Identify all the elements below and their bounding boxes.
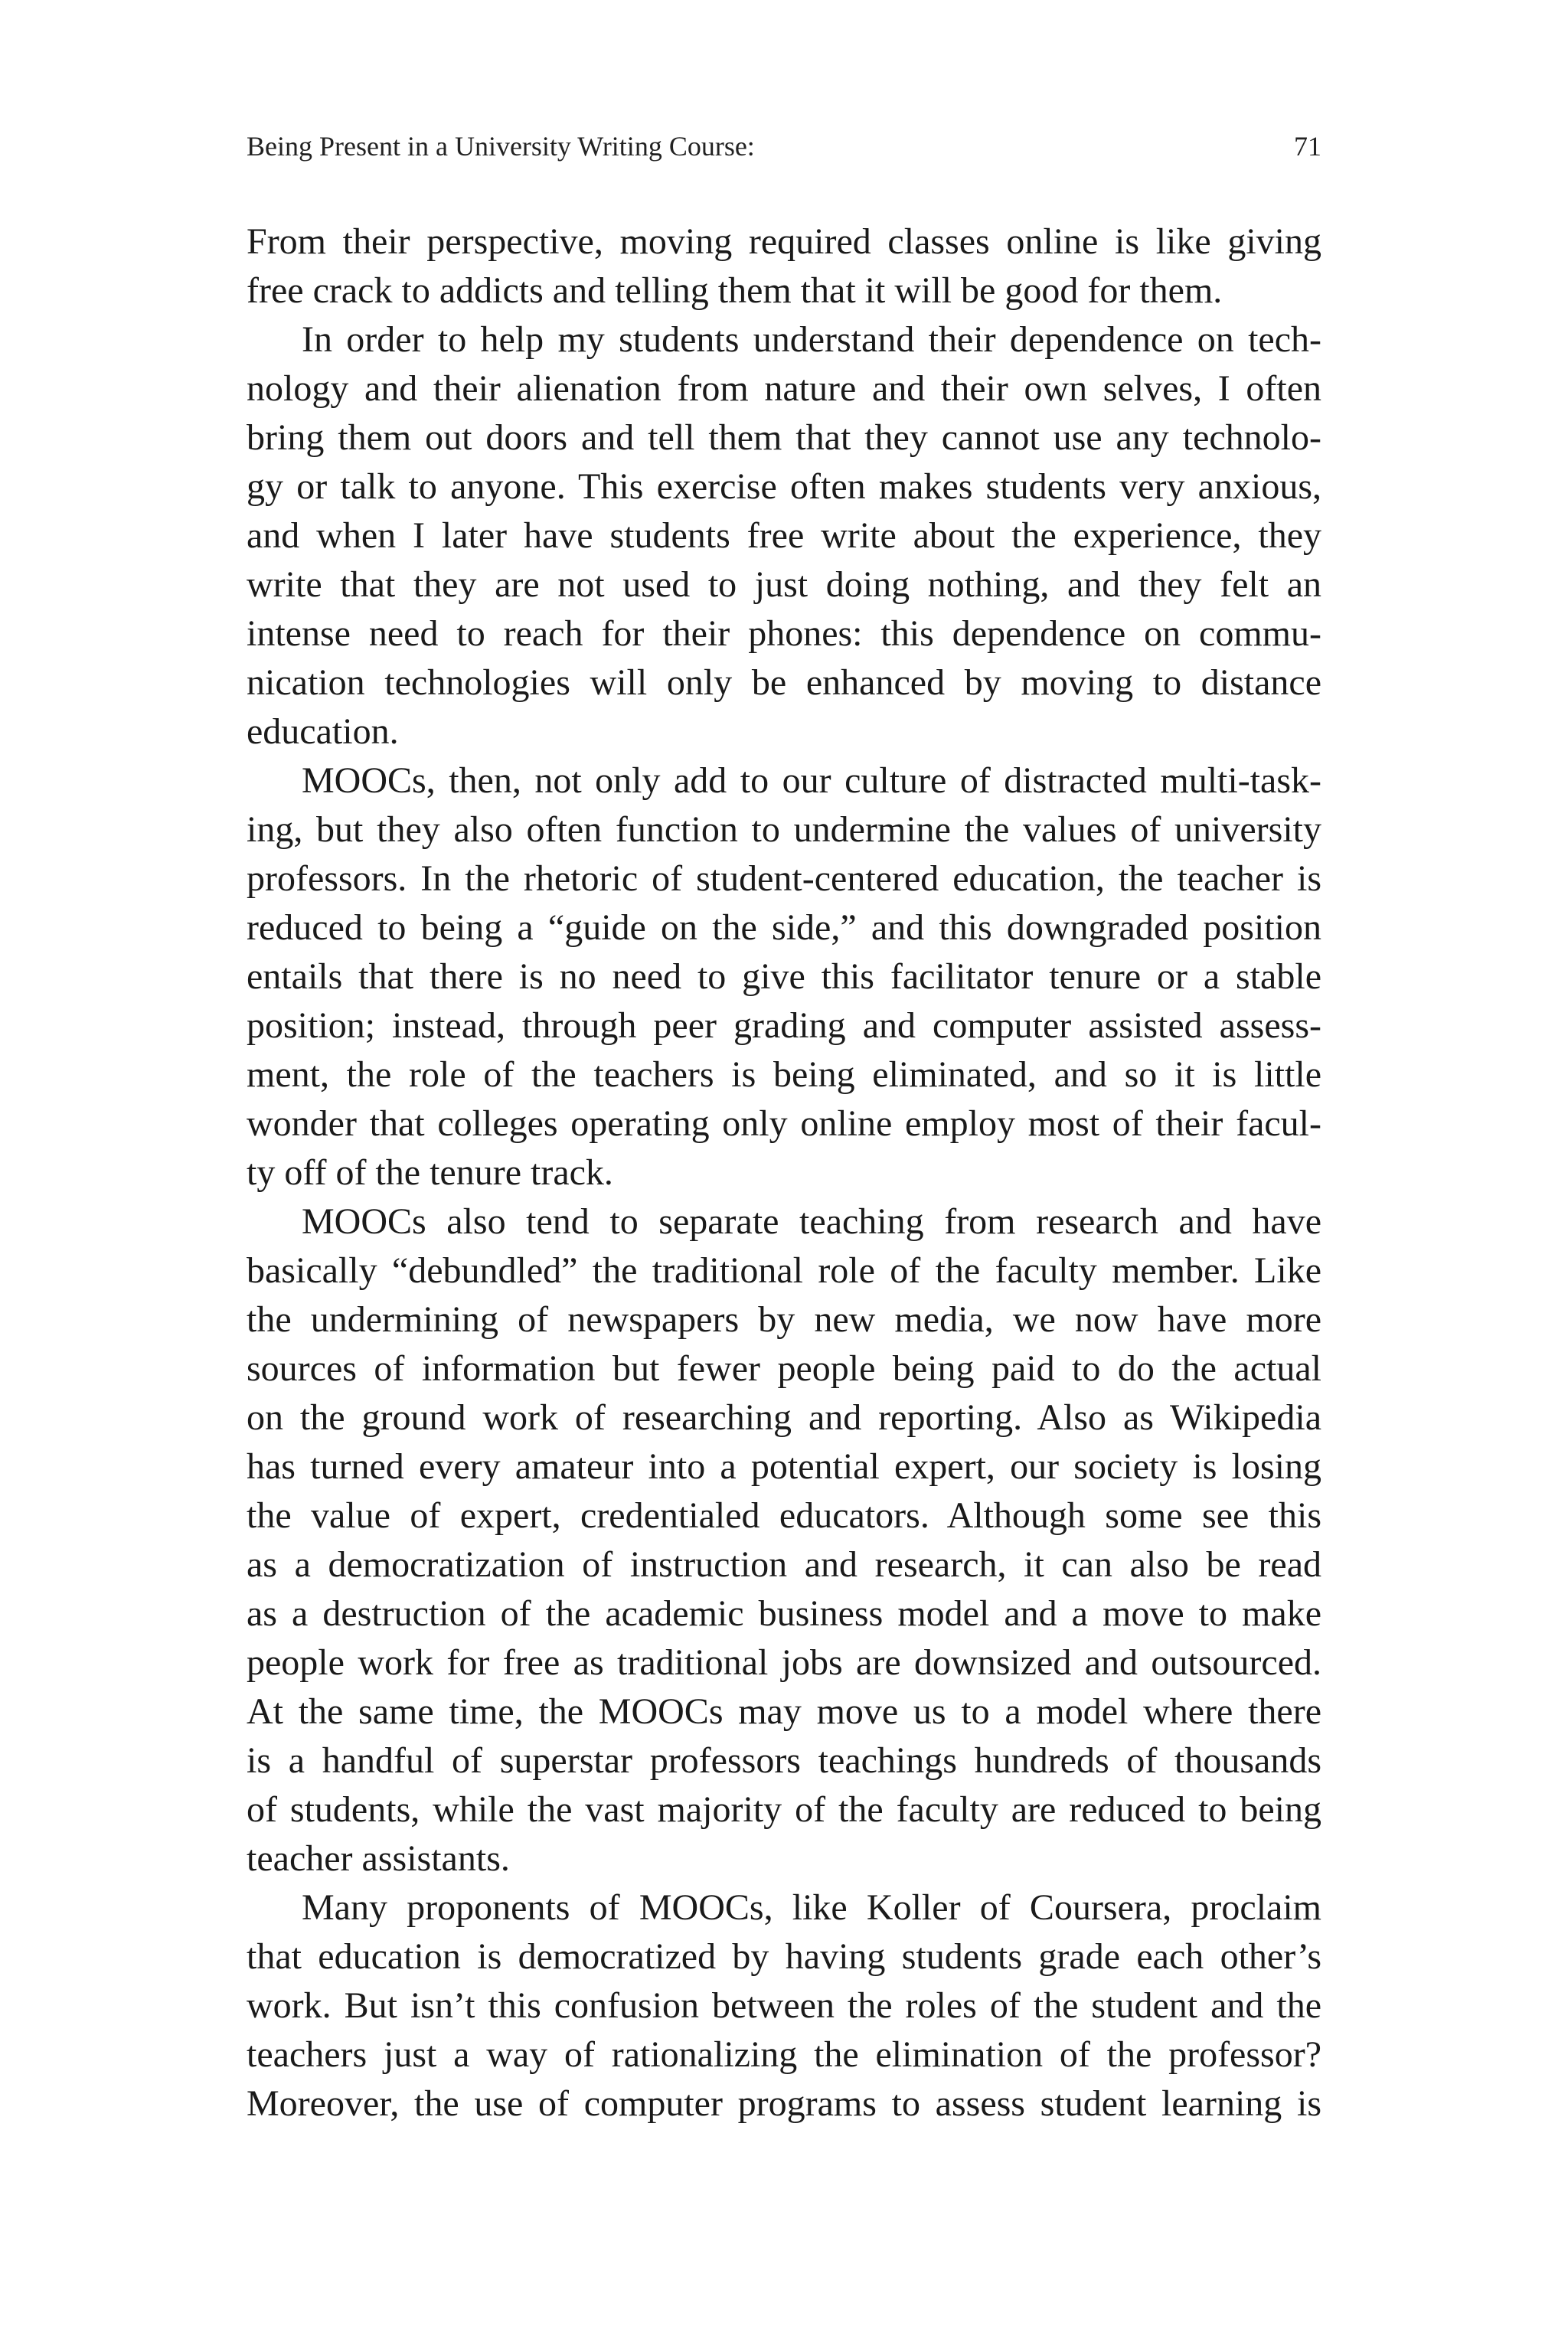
text-line: as a democratization of instruction and research, it can also be read xyxy=(247,1544,1321,1585)
paragraph xyxy=(247,1197,1321,1883)
text-line: write that they are not used to just doing nothing, and they felt an xyxy=(247,564,1321,605)
text-line: teachers just a way of rationalizing the elimination of the professor? xyxy=(247,2034,1321,2075)
text-line: professors. In the rhetoric of student-centered education, the teacher is xyxy=(247,858,1321,899)
running-head-title: Being Present in a University Writing Course: xyxy=(247,131,755,162)
running-head xyxy=(247,126,1321,167)
text-line: basically “debundled” the traditional role of the faculty member. Like xyxy=(247,1250,1321,1291)
text-line: as a destruction of the academic business model and a move to make xyxy=(247,1593,1321,1634)
paragraph xyxy=(247,1883,1321,2128)
text-line: wonder that colleges operating only online employ most of their facul- xyxy=(247,1103,1321,1144)
paragraph xyxy=(247,756,1321,1197)
paragraph xyxy=(247,315,1321,756)
text-line: is a handful of superstar professors teachings hundreds of thousands xyxy=(247,1740,1321,1781)
text-line: and when I later have students free write about the experience, they xyxy=(247,515,1321,556)
text-line: the value of expert, credentialed educators. Although some see this xyxy=(247,1495,1321,1536)
page-number: 71 xyxy=(1294,131,1321,162)
text-line: position; instead, through peer grading and computer assisted assess- xyxy=(247,1005,1321,1046)
text-line: ment, the role of the teachers is being eliminated, and so it is little xyxy=(247,1054,1321,1095)
text-line: free crack to addicts and telling them that it will be good for them. xyxy=(247,270,1223,311)
text-line: on the ground work of researching and reporting. Also as Wikipedia xyxy=(247,1397,1321,1438)
text-line: people work for free as traditional jobs are downsized and outsourced. xyxy=(247,1642,1321,1683)
text-line: that education is democratized by having students grade each other’s xyxy=(247,1936,1321,1977)
text-line: gy or talk to anyone. This exercise often makes students very anxious, xyxy=(247,466,1321,507)
text-line: teacher assistants. xyxy=(247,1838,510,1879)
paragraph xyxy=(247,217,1321,315)
text-line: nication technologies will only be enhanced by moving to distance xyxy=(247,662,1321,703)
text-line: At the same time, the MOOCs may move us to a model where there xyxy=(247,1691,1321,1732)
text-line: Many proponents of MOOCs, like Koller of Coursera, proclaim xyxy=(302,1887,1321,1928)
text-line: reduced to being a “guide on the side,” and this downgraded position xyxy=(247,907,1321,948)
text-line: sources of information but fewer people being paid to do the actual xyxy=(247,1348,1321,1389)
text-line: bring them out doors and tell them that they cannot use any technolo- xyxy=(247,417,1321,458)
text-line: From their perspective, moving required classes online is like giving xyxy=(247,221,1321,262)
text-line: Moreover, the use of computer programs to assess student learning is xyxy=(247,2083,1321,2124)
text-line: education. xyxy=(247,711,399,752)
text-line: the undermining of newspapers by new media, we now have more xyxy=(247,1299,1321,1340)
text-line: nology and their alienation from nature and their own selves, I often xyxy=(247,368,1321,409)
text-line: ing, but they also often function to undermine the values of university xyxy=(247,809,1321,850)
text-line: entails that there is no need to give this facilitator tenure or a stable xyxy=(247,956,1321,997)
text-line: MOOCs also tend to separate teaching from research and have xyxy=(302,1201,1321,1242)
text-line: In order to help my students understand their dependence on tech- xyxy=(302,319,1321,360)
text-line: work. But isn’t this confusion between the roles of the student and the xyxy=(247,1985,1321,2026)
text-line: intense need to reach for their phones: this dependence on commu- xyxy=(247,613,1321,654)
body-text xyxy=(247,217,1321,2128)
text-line: ty off of the tenure track. xyxy=(247,1152,613,1193)
text-line: MOOCs, then, not only add to our culture of distracted multi-task- xyxy=(302,760,1321,801)
text-line: has turned every amateur into a potential expert, our society is losing xyxy=(247,1446,1321,1487)
text-line: of students, while the vast majority of the faculty are reduced to being xyxy=(247,1789,1321,1830)
